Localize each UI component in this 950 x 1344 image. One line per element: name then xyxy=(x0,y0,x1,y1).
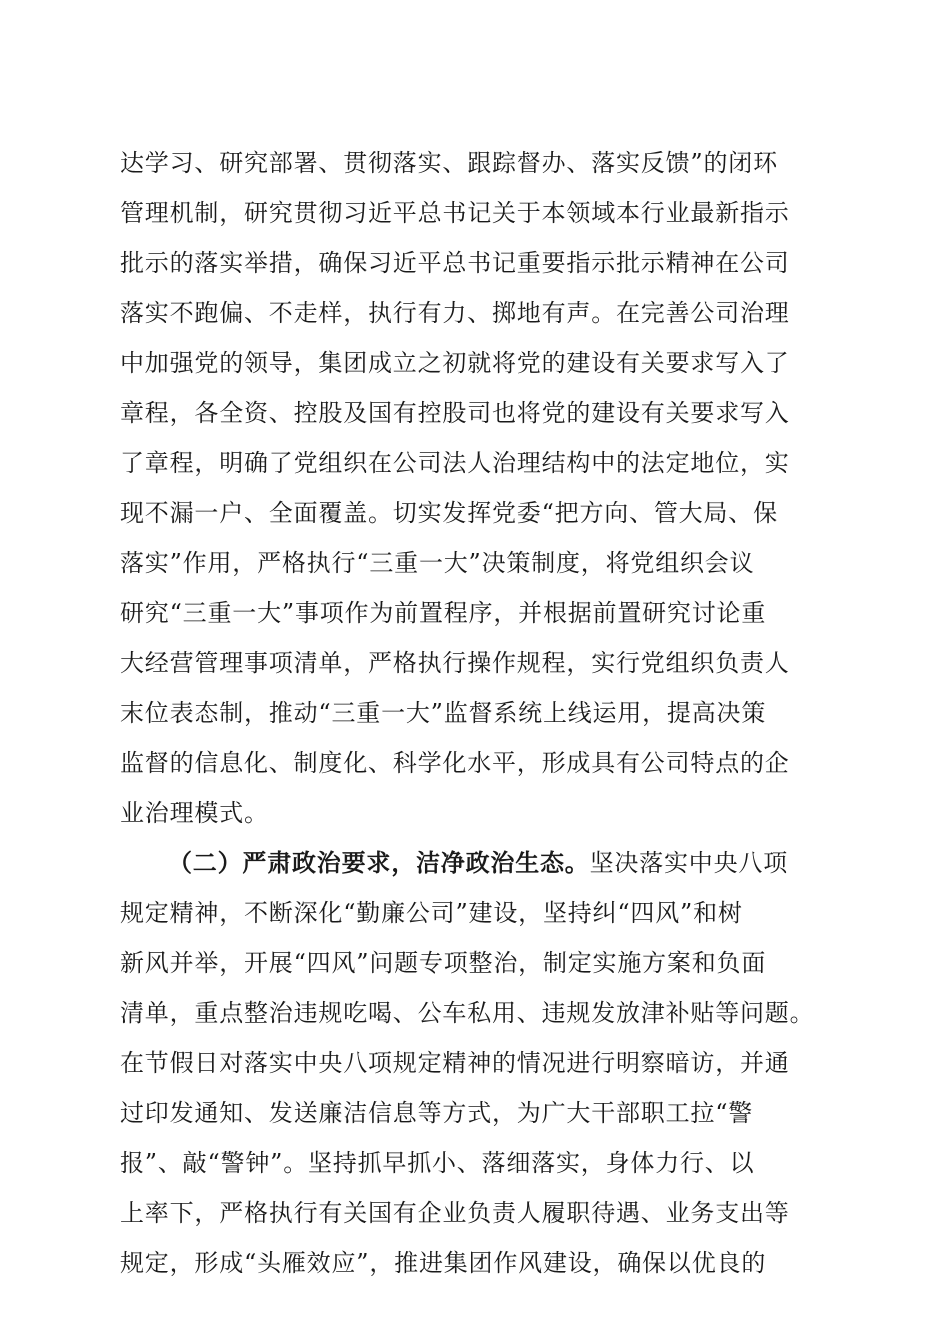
text-line: 中加强党的领导，集团成立之初就将党的建设有关要求写入了 xyxy=(120,349,790,377)
section-heading: （二）严肃政治要求，洁净政治生态。 xyxy=(168,848,590,877)
text-line: 落实不跑偏、不走样，执行有力、掷地有声。在完善公司治理 xyxy=(120,299,790,327)
text-line: 规定精神，不断深化“勤廉公司”建设，坚持纠“四风”和树 xyxy=(120,899,743,927)
text-line: 在节假日对落实中央八项规定精神的情况进行明察暗访，并通 xyxy=(120,1049,790,1077)
text-line: 落实”作用，严格执行“三重一大”决策制度，将党组织会议 xyxy=(120,549,755,577)
text-line: 末位表态制，推动“三重一大”监督系统上线运用，提高决策 xyxy=(120,699,767,727)
section-heading-continuation: 坚决落实中央八项 xyxy=(589,849,789,877)
text-line: 现不漏一户、全面覆盖。切实发挥党委“把方向、管大局、保 xyxy=(120,499,778,527)
text-line: 规定，形成“头雁效应”，推进集团作风建设，确保以优良的 xyxy=(120,1249,767,1277)
text-line: 研究“三重一大”事项作为前置程序，并根据前置研究讨论重 xyxy=(120,599,767,627)
text-line: 章程，各全资、控股及国有控股司也将党的建设有关要求写入 xyxy=(120,399,790,427)
text-line: 新风并举，开展“四风”问题专项整治，制定实施方案和负面 xyxy=(120,949,767,977)
text-line: 过印发通知、发送廉洁信息等方式，为广大干部职工拉“警 xyxy=(120,1099,754,1127)
paragraph-1 xyxy=(120,138,840,838)
text-line: 清单，重点整治违规吃喝、公车私用、违规发放津补贴等问题。 xyxy=(120,999,815,1027)
section-heading-line xyxy=(120,838,840,888)
text-line: 了章程，明确了党组织在公司法人治理结构中的法定地位，实 xyxy=(120,449,790,477)
text-line: 大经营管理事项清单，严格执行操作规程，实行党组织负责人 xyxy=(120,649,790,677)
body-text xyxy=(120,138,840,1288)
text-line: 上率下，严格执行有关国有企业负责人履职待遇、业务支出等 xyxy=(120,1199,790,1227)
text-line: 批示的落实举措，确保习近平总书记重要指示批示精神在公司 xyxy=(120,249,790,277)
text-line: 业治理模式。 xyxy=(120,799,269,827)
text-line: 报”、敲“警钟”。坚持抓早抓小、落细落实，身体力行、以 xyxy=(120,1149,755,1177)
text-line: 监督的信息化、制度化、科学化水平，形成具有公司特点的企 xyxy=(120,749,790,777)
text-line: 达学习、研究部署、贯彻落实、跟踪督办、落实反馈”的闭环 xyxy=(120,149,778,177)
paragraph-2 xyxy=(120,838,840,1288)
text-line: 管理机制，研究贯彻习近平总书记关于本领域本行业最新指示 xyxy=(120,199,790,227)
